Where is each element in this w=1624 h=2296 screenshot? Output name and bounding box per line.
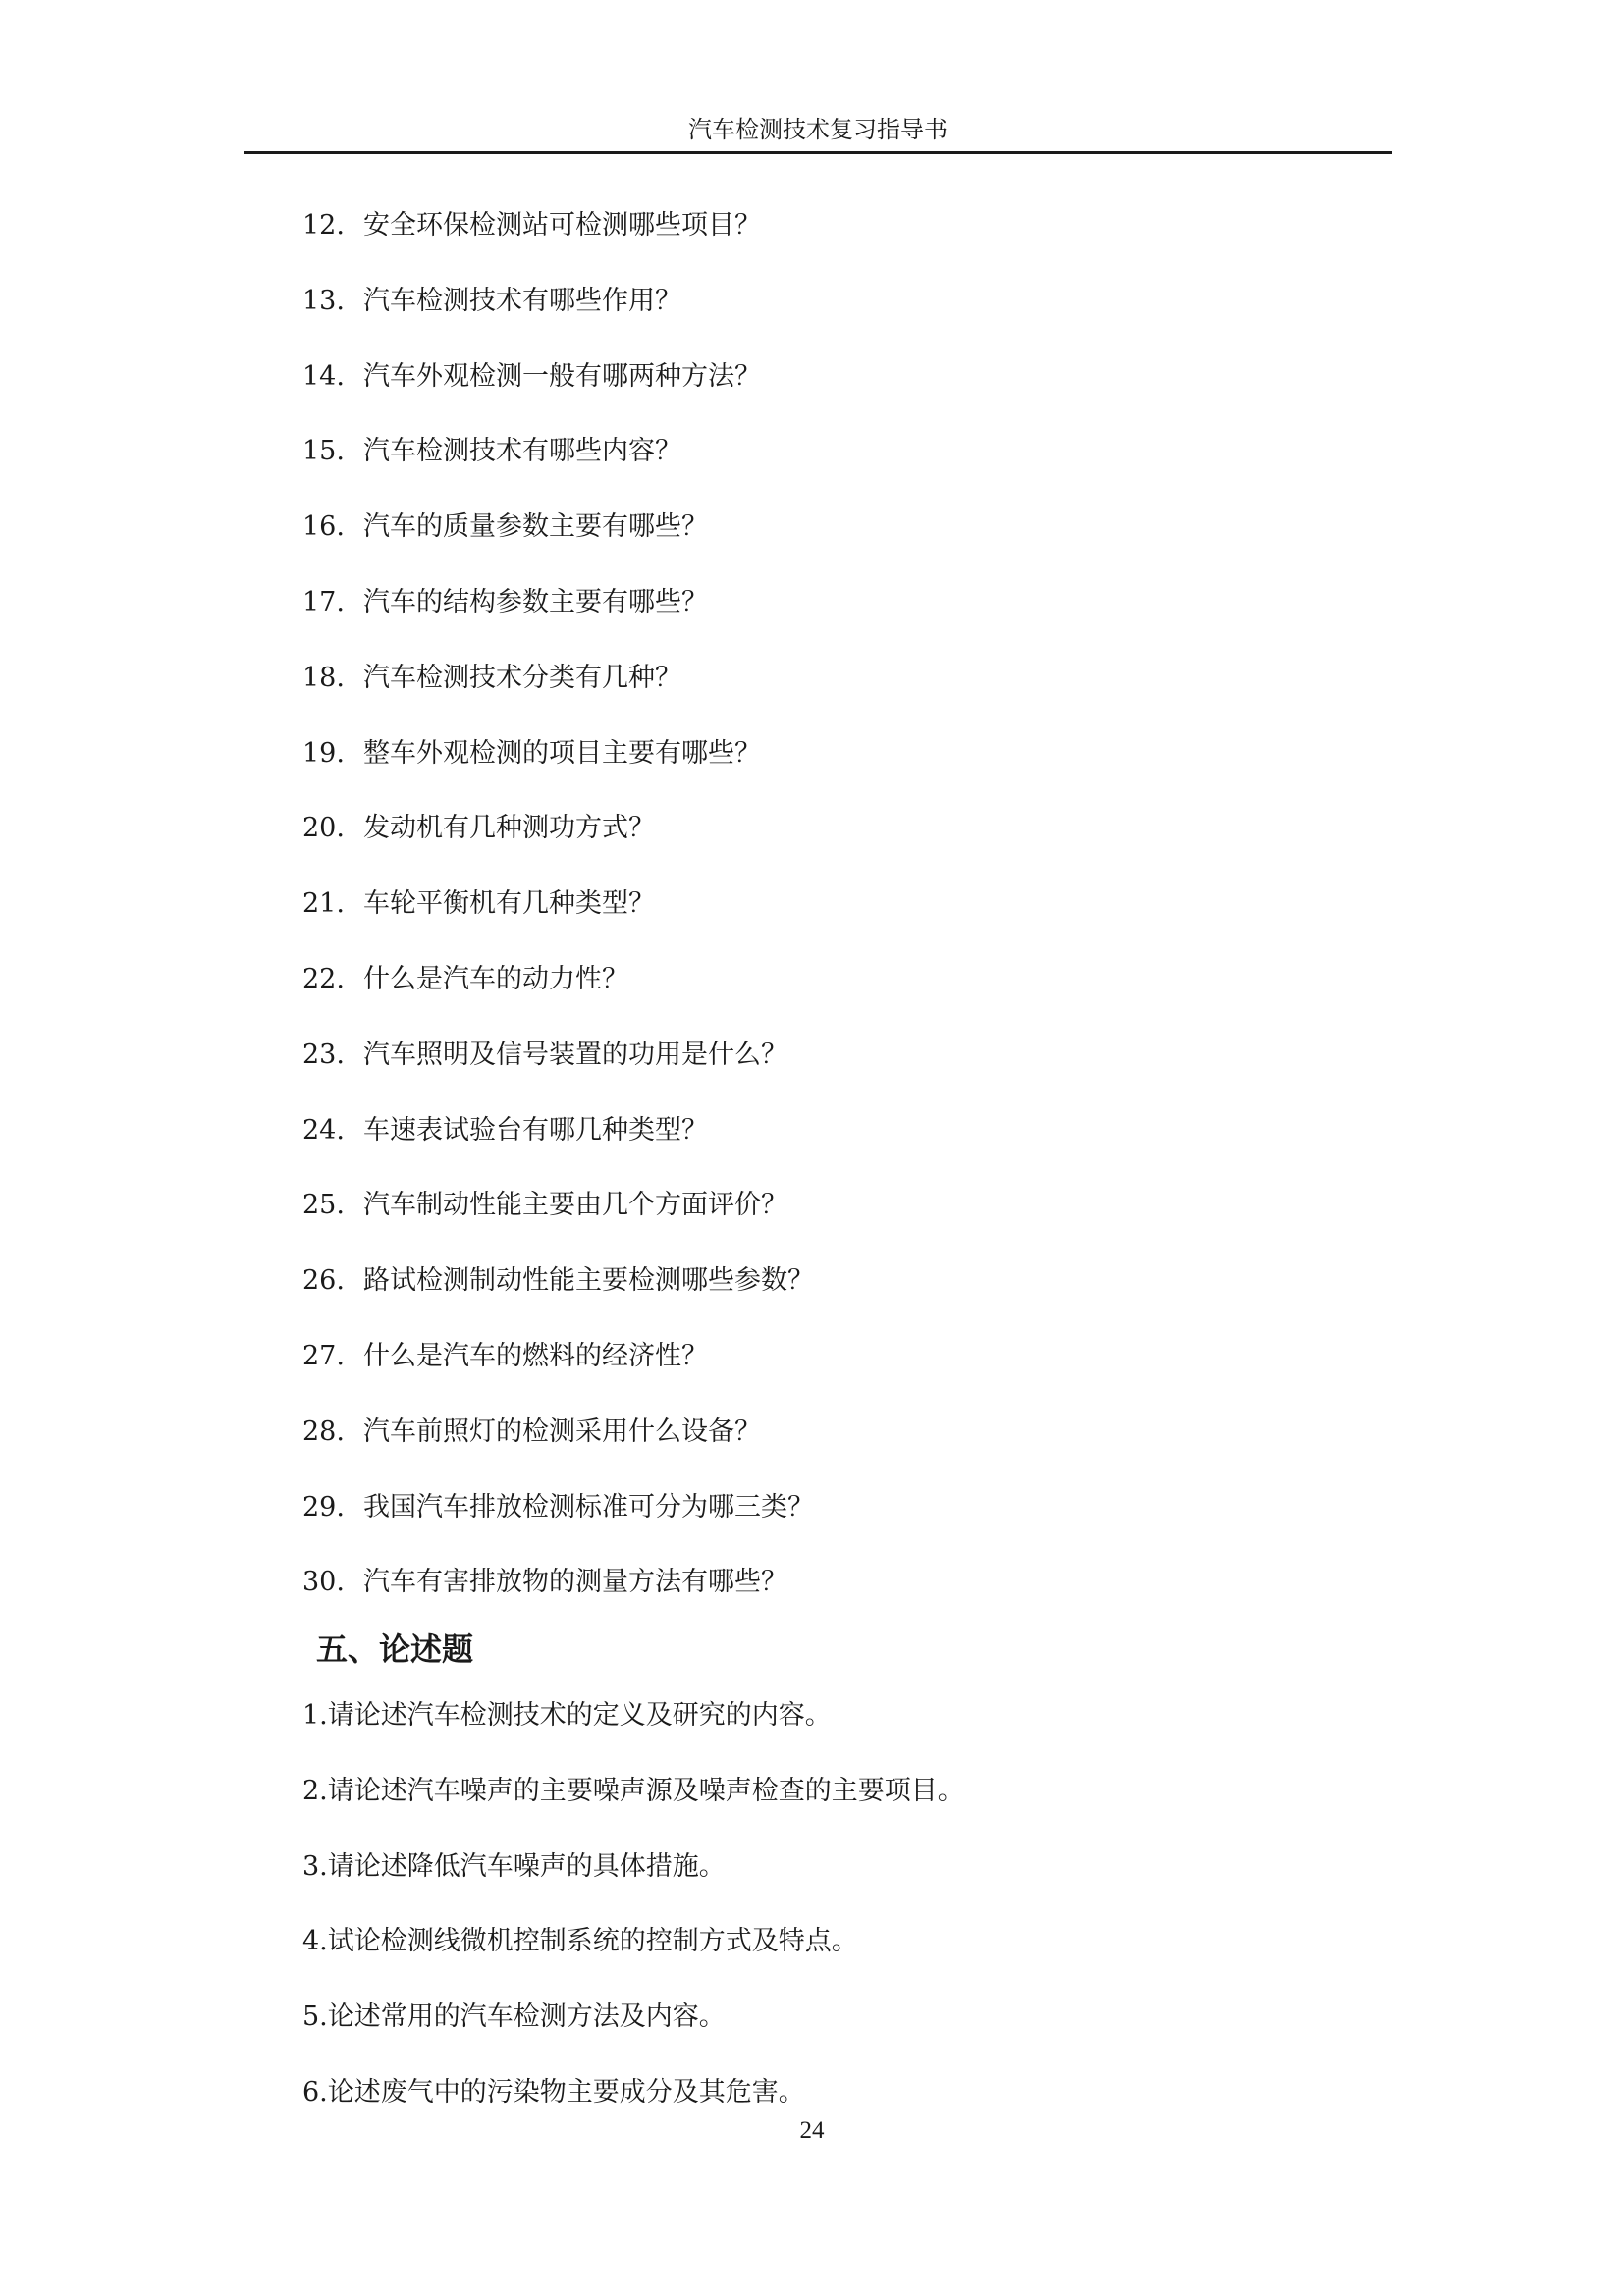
question-text: 汽车检测技术有哪些作用？: [363, 285, 681, 316]
question-item: [302, 1553, 814, 1629]
question-item: [302, 950, 814, 1026]
question-text: 路试检测制动性能主要检测哪些参数？: [363, 1265, 814, 1297]
page-number: 24: [799, 2117, 825, 2144]
essay-question-item: 3.请论述降低汽车噪声的具体措施。: [302, 1850, 726, 1882]
question-item: [302, 724, 814, 800]
question-text: 发动机有几种测功方式？: [363, 813, 655, 844]
question-item: [302, 573, 814, 649]
question-item: [302, 1101, 814, 1177]
essay-question-item: 4.试论检测线微机控制系统的控制方式及特点。: [302, 1926, 858, 1957]
essay-question-item: 1.请论述汽车检测技术的定义及研究的内容。: [302, 1700, 832, 1731]
question-number: 15.: [302, 436, 345, 467]
question-number: 23.: [302, 1039, 345, 1070]
question-number: 20.: [302, 813, 345, 844]
question-number: 26.: [302, 1265, 345, 1297]
question-item: [302, 498, 814, 573]
question-number: 24.: [302, 1114, 345, 1146]
question-item: [302, 649, 814, 724]
question-item: [302, 1403, 814, 1478]
question-number: 16.: [302, 511, 345, 543]
question-item: [302, 1176, 814, 1252]
question-text: 汽车检测技术有哪些内容？: [363, 436, 681, 467]
question-number: 13.: [302, 285, 345, 316]
question-number: 29.: [302, 1491, 345, 1522]
question-item: [302, 422, 814, 498]
essay-section-heading: 五、论述题: [316, 1630, 474, 1668]
essay-question-item: 6.论述废气中的污染物主要成分及其危害。: [302, 2076, 805, 2108]
question-item: [302, 1026, 814, 1101]
question-number: 22.: [302, 963, 345, 994]
question-text: 汽车外观检测一般有哪两种方法？: [363, 360, 761, 392]
question-item: [302, 272, 814, 347]
question-text: 车轮平衡机有几种类型？: [363, 888, 655, 920]
question-item: [302, 875, 814, 950]
page-header: [244, 110, 1392, 154]
question-number: 19.: [302, 737, 345, 769]
question-number: 25.: [302, 1190, 345, 1221]
question-number: 28.: [302, 1415, 345, 1447]
question-item: [302, 1252, 814, 1327]
question-text: 安全环保检测站可检测哪些项目？: [363, 210, 761, 240]
question-text: 汽车有害排放物的测量方法有哪些？: [363, 1567, 787, 1598]
question-text: 汽车制动性能主要由几个方面评价？: [363, 1190, 787, 1221]
header-title: 汽车检测技术复习指导书: [688, 116, 947, 143]
short-answer-question-list: [302, 196, 814, 1629]
question-number: 17.: [302, 586, 345, 617]
question-number: 14.: [302, 360, 345, 392]
question-text: 整车外观检测的项目主要有哪些？: [363, 737, 761, 769]
question-text: 什么是汽车的燃料的经济性？: [363, 1340, 708, 1371]
question-text: 什么是汽车的动力性？: [363, 963, 628, 994]
question-text: 我国汽车排放检测标准可分为哪三类？: [363, 1491, 814, 1522]
essay-question-item: 5.论述常用的汽车检测方法及内容。: [302, 2002, 726, 2033]
question-text: 汽车照明及信号装置的功用是什么？: [363, 1039, 787, 1070]
question-text: 汽车的结构参数主要有哪些？: [363, 586, 708, 617]
question-item: [302, 799, 814, 875]
essay-question-item: 2.请论述汽车噪声的主要噪声源及噪声检查的主要项目。: [302, 1775, 964, 1806]
essay-question-list: [302, 1686, 964, 2139]
question-number: 21.: [302, 888, 345, 920]
question-text: 汽车前照灯的检测采用什么设备？: [363, 1415, 761, 1447]
question-item: [302, 1478, 814, 1554]
question-number: 27.: [302, 1340, 345, 1371]
question-text: 汽车检测技术分类有几种？: [363, 662, 681, 693]
question-item: [302, 196, 814, 272]
question-number: 18.: [302, 662, 345, 693]
question-item: [302, 347, 814, 423]
question-number: 12.: [302, 210, 345, 240]
question-text: 车速表试验台有哪几种类型？: [363, 1114, 708, 1146]
question-number: 30.: [302, 1567, 345, 1598]
question-item: [302, 1327, 814, 1403]
question-text: 汽车的质量参数主要有哪些？: [363, 511, 708, 543]
